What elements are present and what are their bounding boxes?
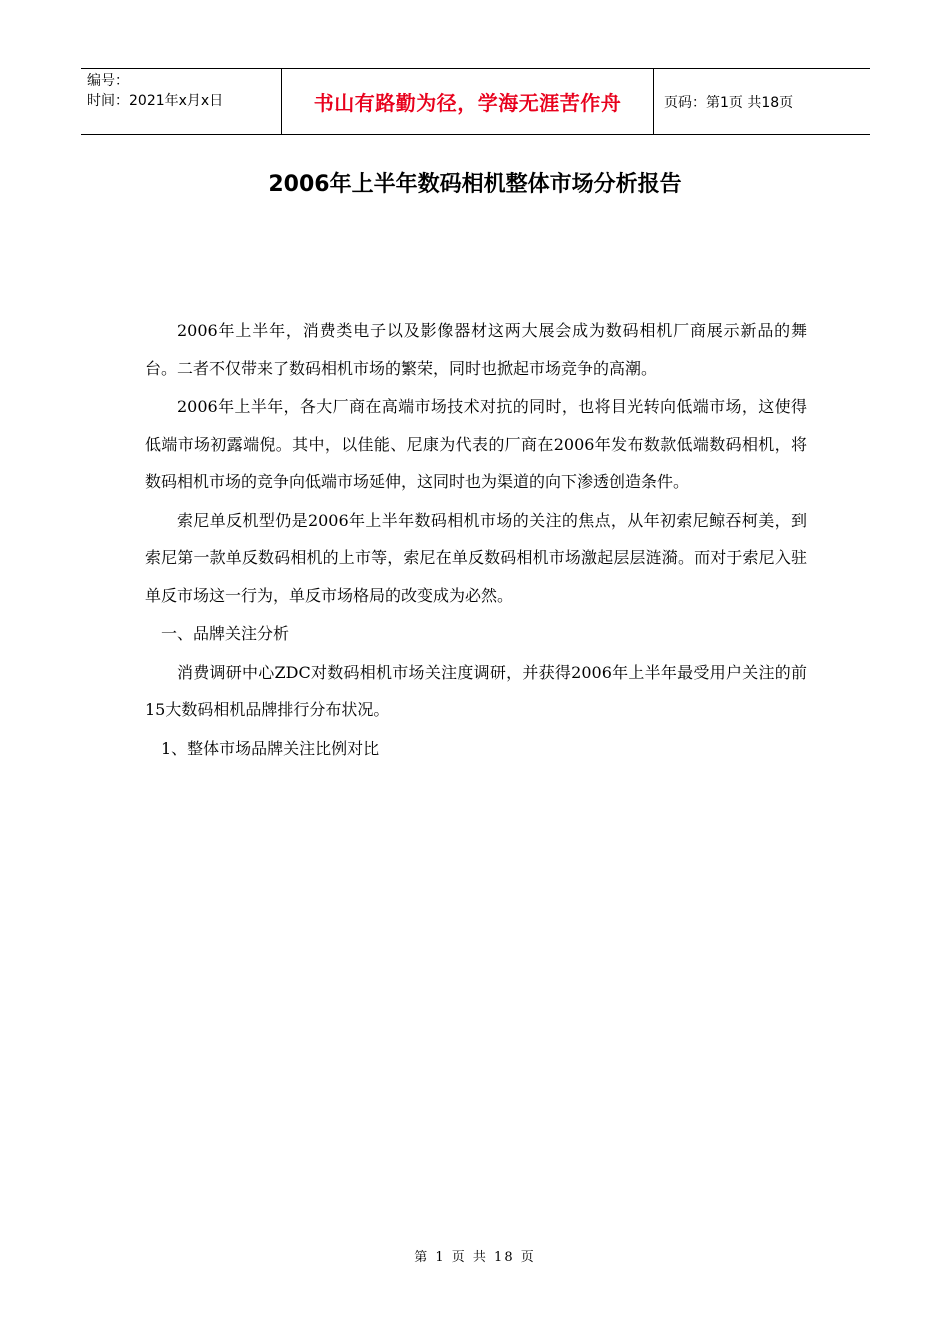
header-motto: 书山有路勤为径，学海无涯苦作舟	[281, 69, 654, 134]
subsection-heading: 1、整体市场品牌关注比例对比	[161, 738, 380, 758]
document-title: 2006年上半年数码相机整体市场分析报告	[268, 172, 682, 197]
page-footer: 第 1 页 共 18 页	[414, 1250, 536, 1265]
document-time-label: 时间：2021年x月x日	[87, 93, 224, 109]
body-paragraph: 索尼单反机型仍是2006年上半年数码相机市场的关注的焦点，从年初索尼鲸吞柯美，到索尼第一款单反数码相机的上市等，索尼在单反数码相机市场激起层层涟漪。而对于索尼入驻单反市场这一行为，单反市场格局的改变成为必然。	[145, 510, 807, 605]
section-heading: 一、品牌关注分析	[161, 624, 290, 643]
body-paragraph: 2006年上半年，各大厂商在高端市场技术对抗的同时，也将目光转向低端市场，这使得低端市场初露端倪。其中，以佳能、尼康为代表的厂商在2006年发布数款低端数码相机，将数码相机市场的竞争向低端市场延伸，这同时也为渠道的向下渗透创造条件。	[145, 397, 807, 491]
document-body	[145, 312, 807, 768]
document-number-label: 编号：	[87, 73, 129, 89]
header-page-info: 页码：第1页 共18页	[664, 94, 794, 111]
section-paragraph: 消费调研中心ZDC对数码相机市场关注度调研，并获得2006年上半年最受用户关注的前15大数码相机品牌排行分布状况。	[145, 662, 807, 719]
body-paragraph: 2006年上半年，消费类电子以及影像器材这两大展会成为数码相机厂商展示新品的舞台。二者不仅带来了数码相机市场的繁荣，同时也掀起市场竞争的高潮。	[145, 321, 807, 378]
header-info-cell	[81, 69, 281, 134]
header-table	[81, 68, 870, 135]
